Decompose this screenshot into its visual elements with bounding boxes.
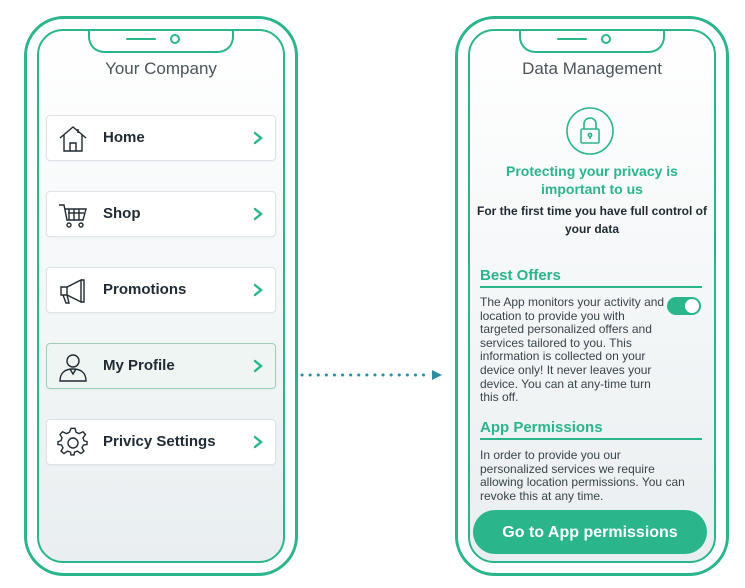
page-title: Data Management [522, 59, 662, 78]
flow-arrow-icon [300, 368, 445, 382]
menu-item-privacy-settings[interactable] [46, 419, 276, 465]
user-icon [57, 351, 89, 383]
menu-item-home[interactable] [46, 115, 276, 161]
app-permissions-heading: App Permissions [480, 419, 702, 440]
best-offers-description: The App monitors your activity and location to provide you with targeted personalized offers and services tailored to you. This information is collected on your device only! It never leaves your device. You can at any-time turn this off. [480, 295, 665, 405]
menu-item-label: Privicy Settings [103, 433, 216, 450]
app-permissions-description: In order to provide you our personalized services we require allowing location permissions. You can revoke this at any time. [480, 448, 685, 503]
menu-item-label: My Profile [103, 357, 175, 374]
privacy-subheadline: For the first time you have full control of your data [476, 204, 707, 236]
data-management-view [455, 16, 729, 576]
app-title: Your Company [105, 59, 217, 78]
cart-icon [57, 199, 89, 231]
chevron-right-icon [251, 207, 265, 221]
privacy-headline: Protecting your privacy is important to us [506, 163, 678, 197]
toggle-knob [685, 299, 699, 313]
lock-icon [565, 106, 615, 156]
best-offers-toggle[interactable] [667, 297, 701, 315]
menu-item-my-profile[interactable] [46, 343, 276, 389]
chevron-right-icon [251, 435, 265, 449]
chevron-right-icon [251, 283, 265, 297]
best-offers-heading: Best Offers [480, 267, 702, 288]
chevron-right-icon [251, 131, 265, 145]
menu-item-label: Promotions [103, 281, 187, 298]
megaphone-icon [57, 275, 89, 307]
chevron-right-icon [251, 359, 265, 373]
go-to-app-permissions-button[interactable]: Go to App permissions [473, 510, 707, 554]
home-icon [57, 123, 89, 155]
phone-notch [88, 29, 234, 53]
gear-icon [57, 427, 89, 459]
menu-item-label: Shop [103, 205, 141, 222]
menu-item-shop[interactable] [46, 191, 276, 237]
menu-item-label: Home [103, 129, 145, 146]
menu-item-promotions[interactable] [46, 267, 276, 313]
